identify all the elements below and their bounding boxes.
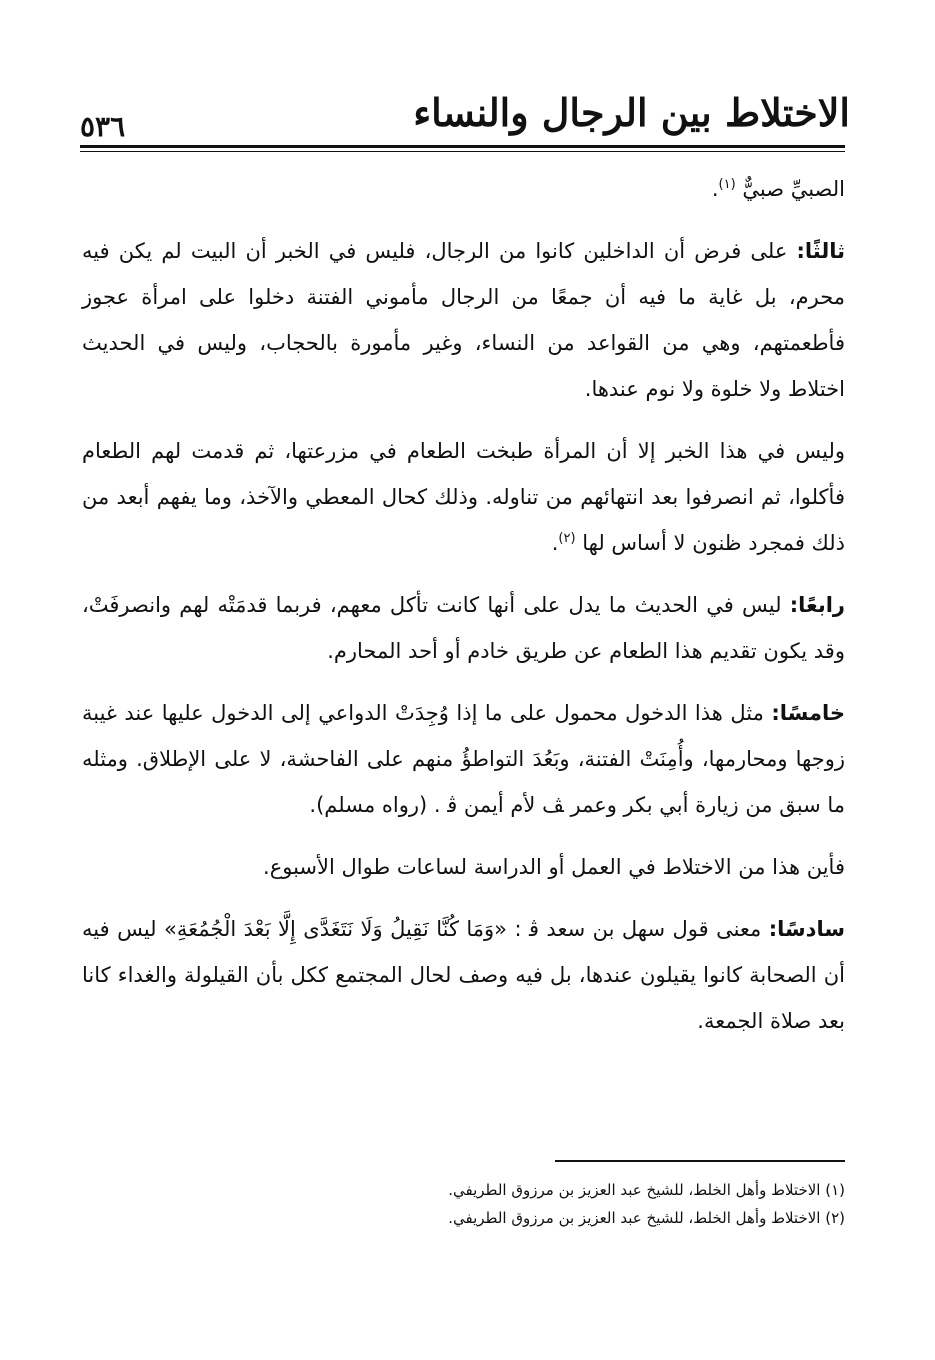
paragraph-text: على فرض أن الداخلين كانوا من الرجال، فليس في الخبر أن البيت لم يكن فيه محرم، بل غاية ما فيه أن جمعًا من الرجال مأموني الفتنة دخلوا على امرأة عجوز فأطعمتهم، وهي من القواعد من النساء، وغير مأمورة بالحجاب، وليس في الحديث اختلاط ولا خلوة ولا نوم عندها. [82,239,845,401]
header-rule-thin [80,151,845,152]
paragraph-7 [82,906,845,1044]
footnote-ref: (٢) [558,531,576,546]
paragraph-1: الصبيِّ صبيٌّ $^{(١)}$. [711,177,845,201]
footnote-1: (١) الاختلاط وأهل الخلط، للشيخ عبد العزيز بن مرزوق الطريفي. [448,1181,845,1199]
footnotes [300,1176,845,1232]
running-title: الاختلاط بين الرجال والنساء [413,90,850,135]
paragraph-text: ليس في الحديث ما يدل على أنها كانت تأكل معهم، فربما قدمَتْه لهم وانصرفَتْ، وقد يكون تقديم هذا الطعام عن طريق خادم أو أحد المحارم. [82,593,845,663]
paragraph-lead: سادسًا: [768,917,845,941]
paragraph-lead: رابعًا: [789,593,845,617]
paragraph-2 [82,228,845,412]
header-rule [80,145,845,148]
page-number: ٥٣٦ [80,110,126,143]
footnote-ref: (١) [718,177,736,192]
paragraph-6 [82,844,845,890]
page-header [80,72,850,152]
paragraph-text: الصبيِّ صبيٌّ [742,177,845,201]
paragraph-text: فأين هذا من الاختلاط في العمل أو الدراسة لساعات طوال الأسبوع. [263,855,845,879]
body-text [82,160,845,1060]
paragraph-lead: ثالثًا: [796,239,845,263]
footnote-separator [555,1160,845,1162]
paragraph-text: مثل هذا الدخول محمول على ما إذا وُجِدَتْ الدواعي إلى الدخول عليها عند غيبة زوجها ومحارمها، وأُمِنَتْ الفتنة، وبَعُدَ التواطؤُ منهم على الفاحشة، لا على الإطلاق. ومثله ما سبق من زيارة أبي بكر وعمر ﭫ لأم أيمن ﭬ . (رواه مسلم). [82,701,845,817]
paragraph-3: وليس في هذا الخبر إلا أن المرأة طبخت الطعام في مزرعتها، ثم قدمت لهم الطعام فأكلوا، ثم انصرفوا بعد انتهائهم من تناوله. وذلك كحال المعطي والآخذ، وما يفهم أبعد من ذلك فمجرد ظنون لا أساس لها $^{(٢)}$. [82,439,845,555]
paragraph-5 [82,690,845,828]
footnote-2: (٢) الاختلاط وأهل الخلط، للشيخ عبد العزيز بن مرزوق الطريفي. [448,1209,845,1227]
paragraph-text: معنى قول سهل بن سعد ﭬ : «وَمَا كُنَّا نَقِيلُ وَلَا نَتَغَدَّى إِلَّا بَعْدَ الْجُمُعَةِ» ليس فيه أن الصحابة كانوا يقيلون عندها، بل فيه وصف لحال المجتمع ككل بأن القيلولة والغداء كانا بعد صلاة الجمعة. [82,917,845,1033]
paragraph-4 [82,582,845,674]
paragraph-lead: خامسًا: [771,701,845,725]
paragraph-text: وليس في هذا الخبر إلا أن المرأة طبخت الطعام في مزرعتها، ثم قدمت لهم الطعام فأكلوا، ثم انصرفوا بعد انتهائهم من تناوله. وذلك كحال المعطي والآخذ، وما يفهم أبعد من ذلك فمجرد ظنون لا أساس لها [82,439,845,555]
